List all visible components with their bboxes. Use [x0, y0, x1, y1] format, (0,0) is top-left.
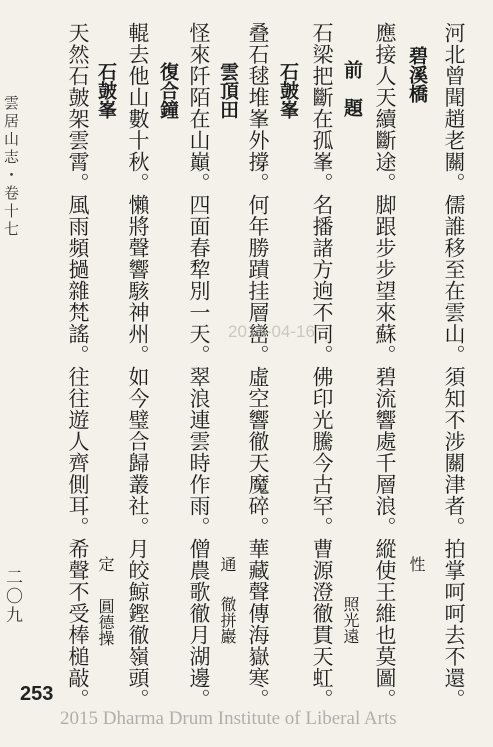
margin-volume: 卷十七: [2, 185, 20, 239]
poem-title: 石皷峯: [95, 62, 117, 119]
page-number-cjk: 二〇九: [2, 568, 22, 625]
margin-title: [3, 95, 18, 239]
footer-watermark: 2015 Dharma Drum Institute of Liberal Arts: [60, 708, 397, 729]
page-number-arabic: 253: [20, 683, 54, 705]
poem-title: 碧溪橋: [406, 46, 428, 103]
author-name: 圓德操: [96, 598, 115, 646]
author-name: 照光遠: [341, 596, 360, 644]
poem-line: 河北曾聞趙老關。儒誰移至在雲山。須知不涉關津者。拍掌呵呵去不還。: [442, 22, 466, 710]
poem-title: 前 題: [341, 60, 363, 117]
author-surname: 定: [96, 556, 115, 572]
poem-line: 石梁把斷在孤峯。名播諸方逈不同。佛印光騰今古罕。曹源澄徹貫天虹。: [310, 22, 334, 710]
poem-line: 叠石毬堆峯外撐。何年勝蹟挂層巒。虛空響徹天魔碎。華藏聲傳海嶽寒。: [246, 22, 270, 710]
poem-line: 怪來阡陌在山巔。四面春犂別一天。翠浪連雲時作雨。僧農歌徹月湖邊。: [187, 22, 211, 710]
author-surname: 通: [218, 556, 237, 572]
poem-title: 雲頂田: [217, 62, 239, 119]
date-watermark: 2012-04-16: [228, 322, 315, 341]
poem-line: 輥去他山數十秋。懶將聲響駭神州。如今璧合歸叢社。月皎鯨鏗徹嶺頭。: [126, 22, 150, 710]
author-name: 徹拼巖: [218, 596, 237, 644]
poem-line: 應接人天續斷途。脚跟步步望來蘇。碧流響處千層浪。縱使王維也莫圖。: [373, 22, 397, 710]
poem-title: 復合鐘: [157, 62, 179, 119]
poem-title: 石皷峯: [277, 62, 299, 119]
margin-title-text: 雲居山志: [2, 95, 20, 167]
poem-line: 天然石皷架雲霄。風雨頻撾雜梵謠。往往遊人齊側耳。希聲不受棒槌敲。: [66, 22, 90, 710]
author-surname: 性: [407, 556, 426, 572]
margin-separator: ・: [2, 167, 20, 185]
